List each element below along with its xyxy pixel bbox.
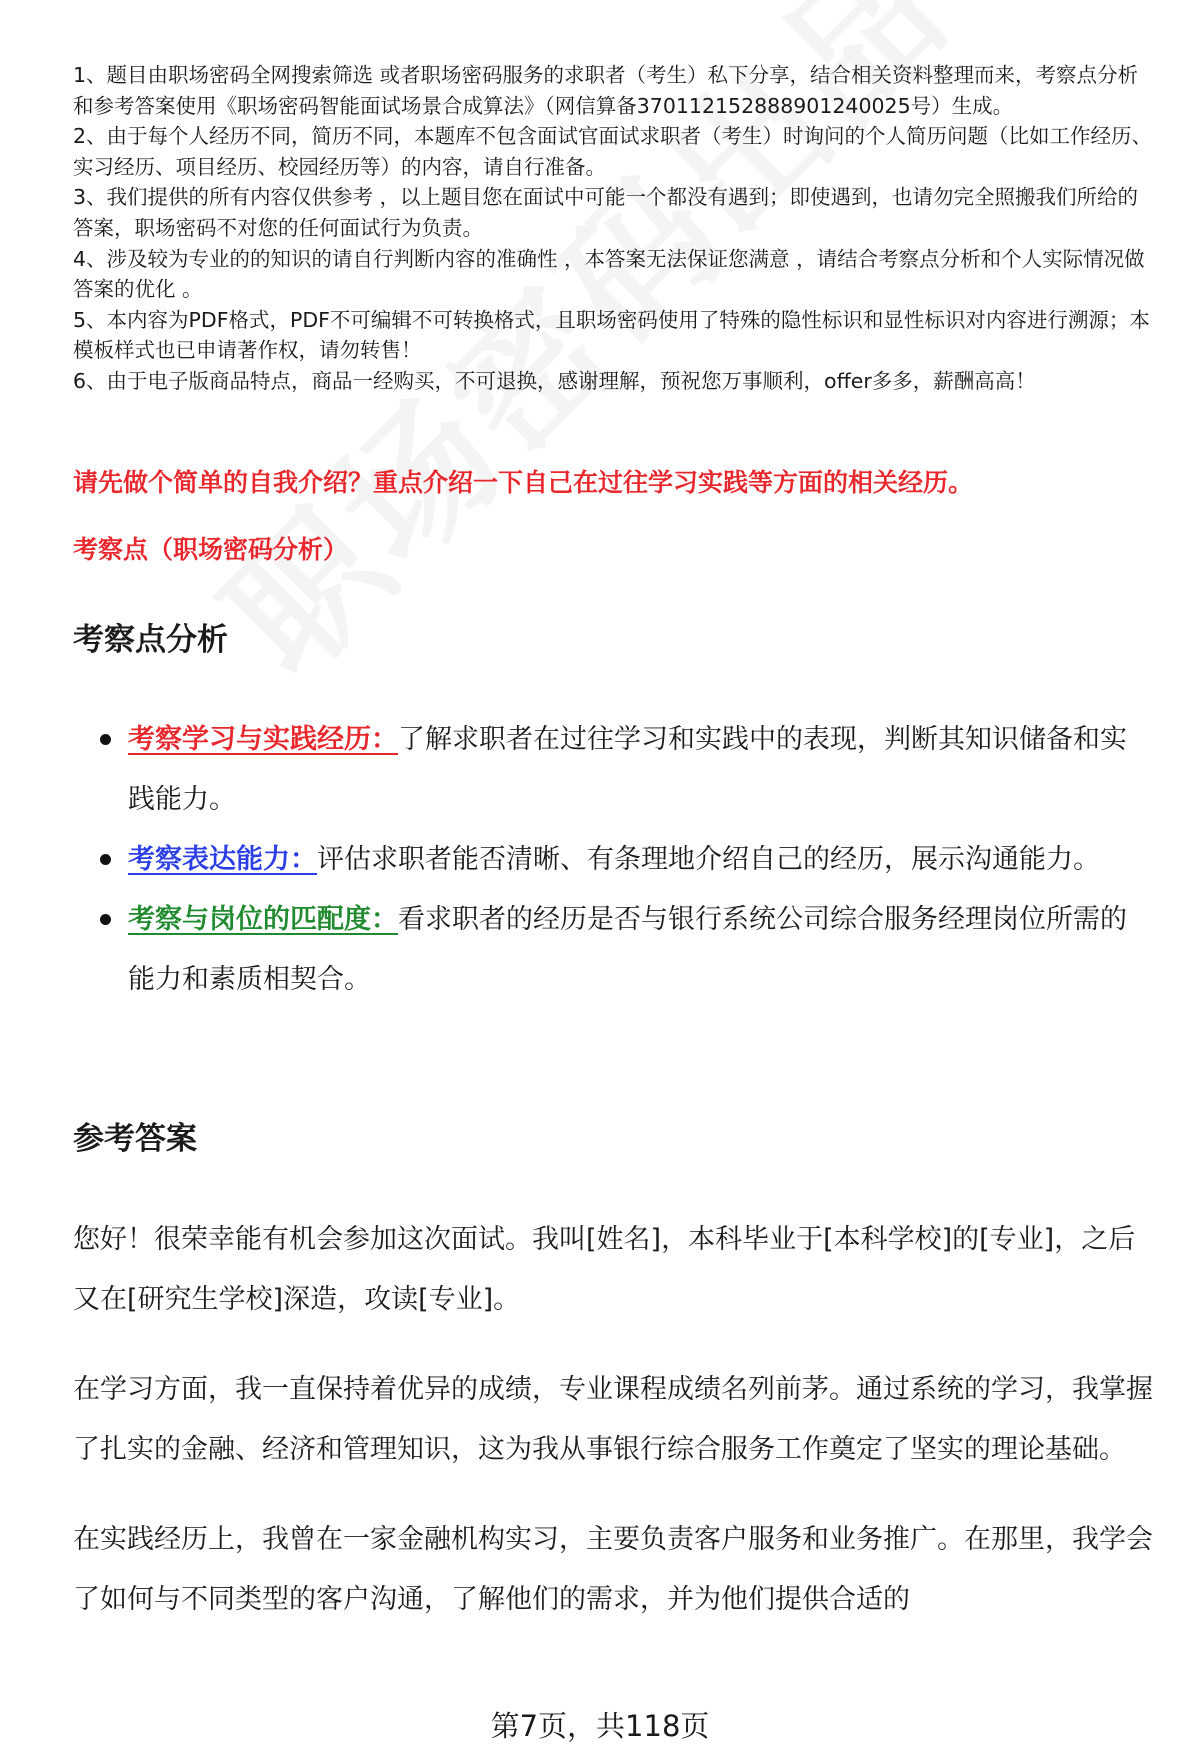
bullet-dot-icon [100,734,111,745]
bullet-dot-icon [100,854,111,865]
bullet-text: 看求职者的经历是否与银行系统公司综合服务经理岗位所需的能力和素质相契合。 [128,904,1127,995]
answer-body [73,1210,1153,1660]
note-6: 6、由于电子版商品特点，商品一经购买，不可退换，感谢理解，预祝您万事顺利，offer多多，薪酬高高！ [73,368,1036,393]
disclaimer-notes [73,60,1153,397]
analysis-heading: 考察点分析 [73,622,228,658]
bullet-key: 考察表达能力： [128,844,317,875]
analysis-label: 考察点（职场密码分析） [73,535,349,564]
note-1: 1、题目由职场密码全网搜索筛选 或者职场密码服务的求职者（考生）私下分享，结合相关资料整理而来，考察点分析和参考答案使用《职场密码智能面试场景合成算法》（网信算备370112152888901240025号）生成。 [73,63,1139,118]
bullet-key: 考察与岗位的匹配度： [128,904,398,935]
note-4: 4、涉及较为专业的的知识的请自行判断内容的准确性 ，本答案无法保证您满意 ，请结合考察点分析和个人实际情况做答案的优化 。 [73,246,1145,302]
page-footer: 第7页，共118页 [490,1709,710,1743]
note-3: 3、我们提供的所有内容仅供参考 ，以上题目您在面试中可能一个都没有遇到；即使遇到，也请勿完全照搬我们所给的答案，职场密码不对您的任何面试行为负责。 [73,185,1139,240]
answer-heading: 参考答案 [73,1121,197,1157]
list-item [73,710,1153,830]
note-5: 5、本内容为PDF格式，PDF不可编辑不可转换格式，且职场密码使用了特殊的隐性标识和显性标识对内容进行溯源；本模板样式也已申请著作权，请勿转售！ [73,307,1150,363]
list-item [73,890,1153,1010]
bullet-key: 考察学习与实践经历： [128,724,398,755]
bullet-text: 评估求职者能否清晰、有条理地介绍自己的经历，展示沟通能力。 [317,844,1100,875]
list-item [73,830,1153,890]
bullet-text: 了解求职者在过往学习和实践中的表现，判断其知识储备和实践能力。 [128,724,1127,815]
answer-paragraph: 在学习方面，我一直保持着优异的成绩，专业课程成绩名列前茅。通过系统的学习，我掌握了扎实的金融、经济和管理知识，这为我从事银行综合服务工作奠定了坚实的理论基础。 [73,1374,1153,1465]
analysis-list [73,710,1153,1010]
note-2: 2、由于每个人经历不同，简历不同，本题库不包含面试官面试求职者（考生）时询问的个人简历问题（比如工作经历、实习经历、项目经历、校园经历等）的内容，请自行准备。 [73,124,1153,179]
answer-paragraph: 在实践经历上，我曾在一家金融机构实习，主要负责客户服务和业务推广。在那里，我学会了如何与不同类型的客户沟通，了解他们的需求，并为他们提供合适的 [73,1524,1153,1615]
answer-paragraph: 您好！很荣幸能有机会参加这次面试。我叫[姓名]，本科毕业于[本科学校]的[专业]，之后又在[研究生学校]深造，攻读[专业]。 [73,1224,1136,1315]
interview-question: 请先做个简单的自我介绍？重点介绍一下自己在过往学习实践等方面的相关经历。 [73,468,974,497]
bullet-dot-icon [100,914,111,925]
